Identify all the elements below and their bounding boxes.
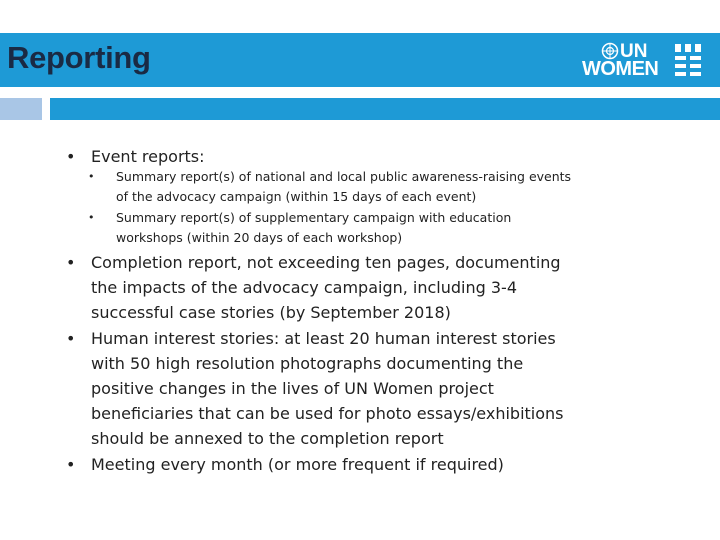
bullet-line: with 50 high resolution photographs documenting the bbox=[91, 354, 524, 373]
bullet-line: positive changes in the lives of UN Women project bbox=[91, 379, 494, 398]
bullet-line: should be annexed to the completion report bbox=[91, 429, 444, 448]
bullet-text: Event reports: bbox=[91, 147, 205, 166]
bullet-dot: • bbox=[88, 170, 95, 183]
bullet-line: successful case stories (by September 2018) bbox=[91, 303, 451, 322]
bullet-dot: • bbox=[66, 455, 76, 474]
bullet-dot: • bbox=[66, 253, 76, 272]
logo-text-women: WOMEN bbox=[582, 58, 659, 80]
bullet-line: Human interest stories: at least 20 human interest stories bbox=[91, 329, 556, 348]
bullet-line: beneficiaries that can be used for photo essays/exhibitions bbox=[91, 404, 564, 423]
bullet-dot: • bbox=[66, 147, 76, 166]
bullet-line: the impacts of the advocacy campaign, including 3-4 bbox=[91, 278, 517, 297]
bullet-dot: • bbox=[88, 211, 95, 224]
sub-bullet-line: workshops (within 20 days of each workshop) bbox=[116, 230, 403, 245]
bullet-line: Meeting every month (or more frequent if required) bbox=[91, 455, 504, 474]
logo-text-un: UN bbox=[620, 41, 648, 62]
sub-bullet-line: Summary report(s) of supplementary campaign with education bbox=[116, 210, 512, 225]
bullet-dot: • bbox=[66, 329, 76, 348]
bullet-line: Completion report, not exceeding ten pages, documenting bbox=[91, 253, 561, 272]
sub-bullet-line: of the advocacy campaign (within 15 days of each event) bbox=[116, 189, 477, 204]
sub-bullet-line: Summary report(s) of national and local public awareness-raising events bbox=[116, 169, 572, 184]
slide-title: Reporting bbox=[7, 40, 151, 75]
